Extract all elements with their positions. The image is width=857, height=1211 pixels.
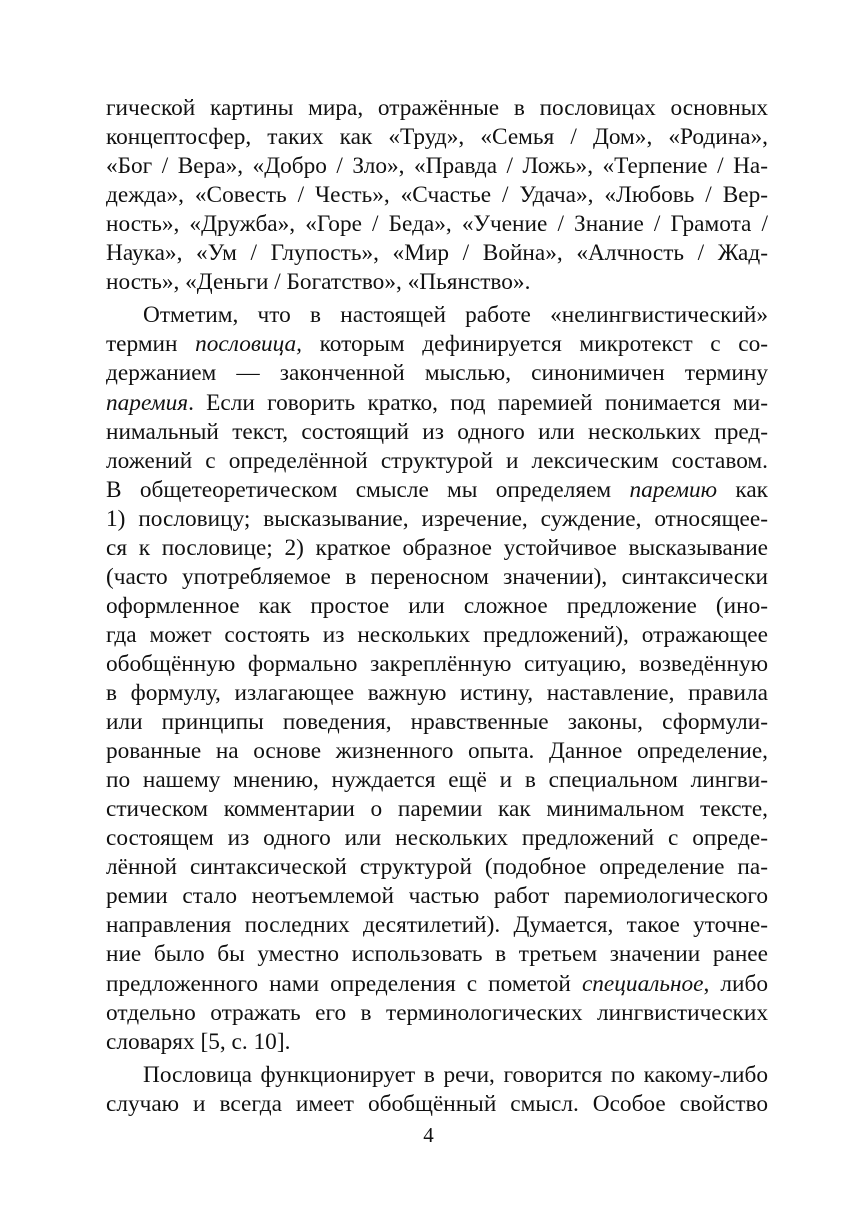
text-line: (часто употребляемое в переносном значении), синтаксически	[106, 563, 768, 590]
text-line: дежда», «Совесть / Честь», «Счастье / Удача», «Любовь / Вер-	[106, 182, 768, 209]
text-line: 1) пословицу; высказывание, изречение, суждение, относящее-	[106, 505, 768, 532]
text-line: ложений с определённой структурой и лексическим составом.	[106, 447, 768, 474]
text-line: обобщённую формально закреплённую ситуацию, возведённую	[106, 650, 768, 677]
text-line: случаю и всегда имеет обобщённый смысл. Особое свойство	[106, 1090, 768, 1117]
text-segment: . Если говорить кратко, под паремией понимается ми-	[188, 389, 768, 416]
text-line: ность», «Деньги / Богатство», «Пьянство».	[106, 269, 531, 296]
text-segment: В общетеоретическом смысле мы определяем	[106, 476, 630, 503]
text-segment: термин	[106, 331, 196, 358]
text-line: стическом комментарии о паремии как минимальном тексте,	[106, 796, 768, 823]
italic-term: паремию	[629, 476, 718, 503]
text-line	[106, 970, 768, 999]
text-line: нимальный текст, состоящий из одного или нескольких пред-	[106, 418, 768, 445]
text-line: гда может состоять из нескольких предложений), отражающее	[106, 621, 768, 648]
text-line: Пословица функционирует в речи, говорится по какому-либо	[143, 1061, 768, 1088]
text-line: рованные на основе жизненного опыта. Данное определение,	[106, 738, 768, 765]
text-line: ние было бы уместно использовать в третьем значении ранее	[106, 941, 768, 968]
text-line: держанием — законченной мыслью, синонимичен термину	[106, 360, 768, 387]
text-line: концептосфер, таких как «Труд», «Семья / Дом», «Родина»,	[106, 124, 768, 151]
text-line: направления последних десятилетий). Думается, такое уточне-	[106, 912, 768, 939]
text-line: отдельно отражать его в терминологических лингвистических	[106, 999, 768, 1026]
text-segment: которым дефинируется микротекст с со-	[302, 331, 768, 358]
text-line	[106, 389, 768, 418]
italic-term: паремия	[106, 389, 189, 416]
text-line	[106, 476, 768, 505]
italic-term: пословица,	[195, 331, 303, 358]
text-line: или принципы поведения, нравственные законы, сформули-	[106, 709, 768, 736]
text-line: Отметим, что в настоящей работе «нелингвистический»	[143, 302, 768, 329]
text-line: ремии стало неотъемлемой частью работ паремиологического	[106, 883, 768, 910]
text-segment: предложенного нами определения с пометой	[106, 970, 582, 997]
text-line: по нашему мнению, нуждается ещё и в специальном лингви-	[106, 767, 768, 794]
text-line: «Бог / Вера», «Добро / Зло», «Правда / Ложь», «Терпение / На-	[106, 153, 768, 180]
text-line: лённой синтаксической структурой (подобное определение па-	[106, 854, 768, 881]
text-line: Наука», «Ум / Глупость», «Мир / Война», «Алчность / Жад-	[106, 240, 768, 267]
text-line: ность», «Дружба», «Горе / Беда», «Учение / Знание / Грамота /	[106, 211, 768, 238]
text-line: гической картины мира, отражённые в пословицах основных	[106, 95, 768, 121]
text-segment: как	[717, 476, 768, 503]
text-line: оформленное как простое или сложное предложение (ино-	[106, 592, 768, 619]
page-number: 4	[423, 1123, 434, 1147]
text-segment: , либо	[703, 970, 768, 997]
text-line: словарях [5, с. 10].	[106, 1028, 291, 1055]
text-line: в формулу, излагающее важную истину, наставление, правила	[106, 680, 768, 706]
text-line: ся к пословице; 2) краткое образное устойчивое высказывание	[106, 534, 768, 561]
italic-term: специальное	[581, 970, 704, 997]
text-line: состоящем из одного или нескольких предложений с опреде-	[106, 825, 768, 852]
text-line	[106, 330, 768, 359]
